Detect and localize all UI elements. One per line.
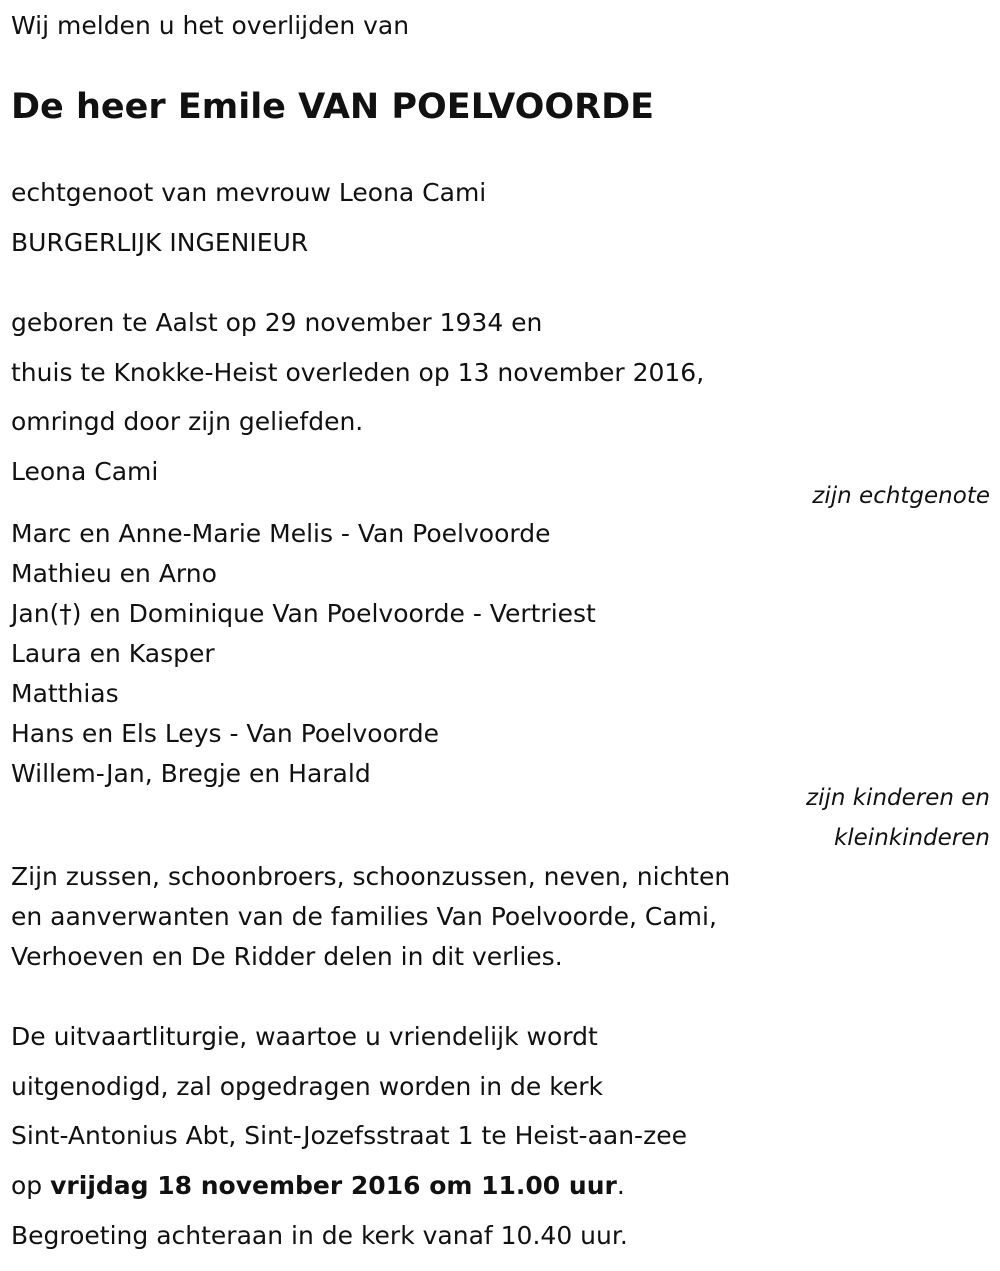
child-line: Willem-Jan, Bregje en Harald <box>11 759 371 788</box>
spouse-name: Leona Cami <box>11 457 159 486</box>
child-line: Mathieu en Arno <box>11 559 217 588</box>
funeral-line-5: Begroeting achteraan in de kerk vanaf 10.40 uur. <box>11 1221 628 1250</box>
intro-text: Wij melden u het overlijden van <box>11 11 410 40</box>
life-line-3: omringd door zijn geliefden. <box>11 407 364 436</box>
family-line-2: en aanverwanten van de families Van Poelvoorde, Cami, <box>11 902 717 931</box>
children-role-line-2: kleinkinderen <box>833 825 990 851</box>
profession: BURGERLIJK INGENIEUR <box>11 228 309 257</box>
child-line: Laura en Kasper <box>11 639 215 668</box>
spouse-role: zijn echtgenote <box>812 483 990 509</box>
funeral-date: vrijdag 18 november 2016 om 11.00 uur <box>50 1171 617 1200</box>
funeral-line-3: Sint-Antonius Abt, Sint-Jozefsstraat 1 te Heist-aan-zee <box>11 1121 687 1150</box>
life-line-2: thuis te Knokke-Heist overleden op 13 november 2016, <box>11 358 705 387</box>
child-line: Matthias <box>11 679 119 708</box>
funeral-line-1: De uitvaartliturgie, waartoe u vriendelijk wordt <box>11 1022 598 1051</box>
funeral-date-suffix: . <box>616 1171 625 1200</box>
child-line: Hans en Els Leys - Van Poelvoorde <box>11 719 439 748</box>
children-role-line-1: zijn kinderen en <box>806 785 990 811</box>
family-line-1: Zijn zussen, schoonbroers, schoonzussen, neven, nichten <box>11 862 731 891</box>
funeral-date-prefix: op <box>11 1171 51 1200</box>
deceased-name: De heer Emile VAN POELVOORDE <box>11 87 655 127</box>
child-line: Jan(†) en Dominique Van Poelvoorde - Vertriest <box>11 599 596 628</box>
funeral-date-line <box>11 1171 625 1201</box>
child-line: Marc en Anne-Marie Melis - Van Poelvoorde <box>11 519 551 548</box>
family-line-3: Verhoeven en De Ridder delen in dit verlies. <box>11 942 563 971</box>
life-line-1: geboren te Aalst op 29 november 1934 en <box>11 308 543 337</box>
funeral-line-2: uitgenodigd, zal opgedragen worden in de kerk <box>11 1072 603 1101</box>
spouse-line: echtgenoot van mevrouw Leona Cami <box>11 178 487 207</box>
